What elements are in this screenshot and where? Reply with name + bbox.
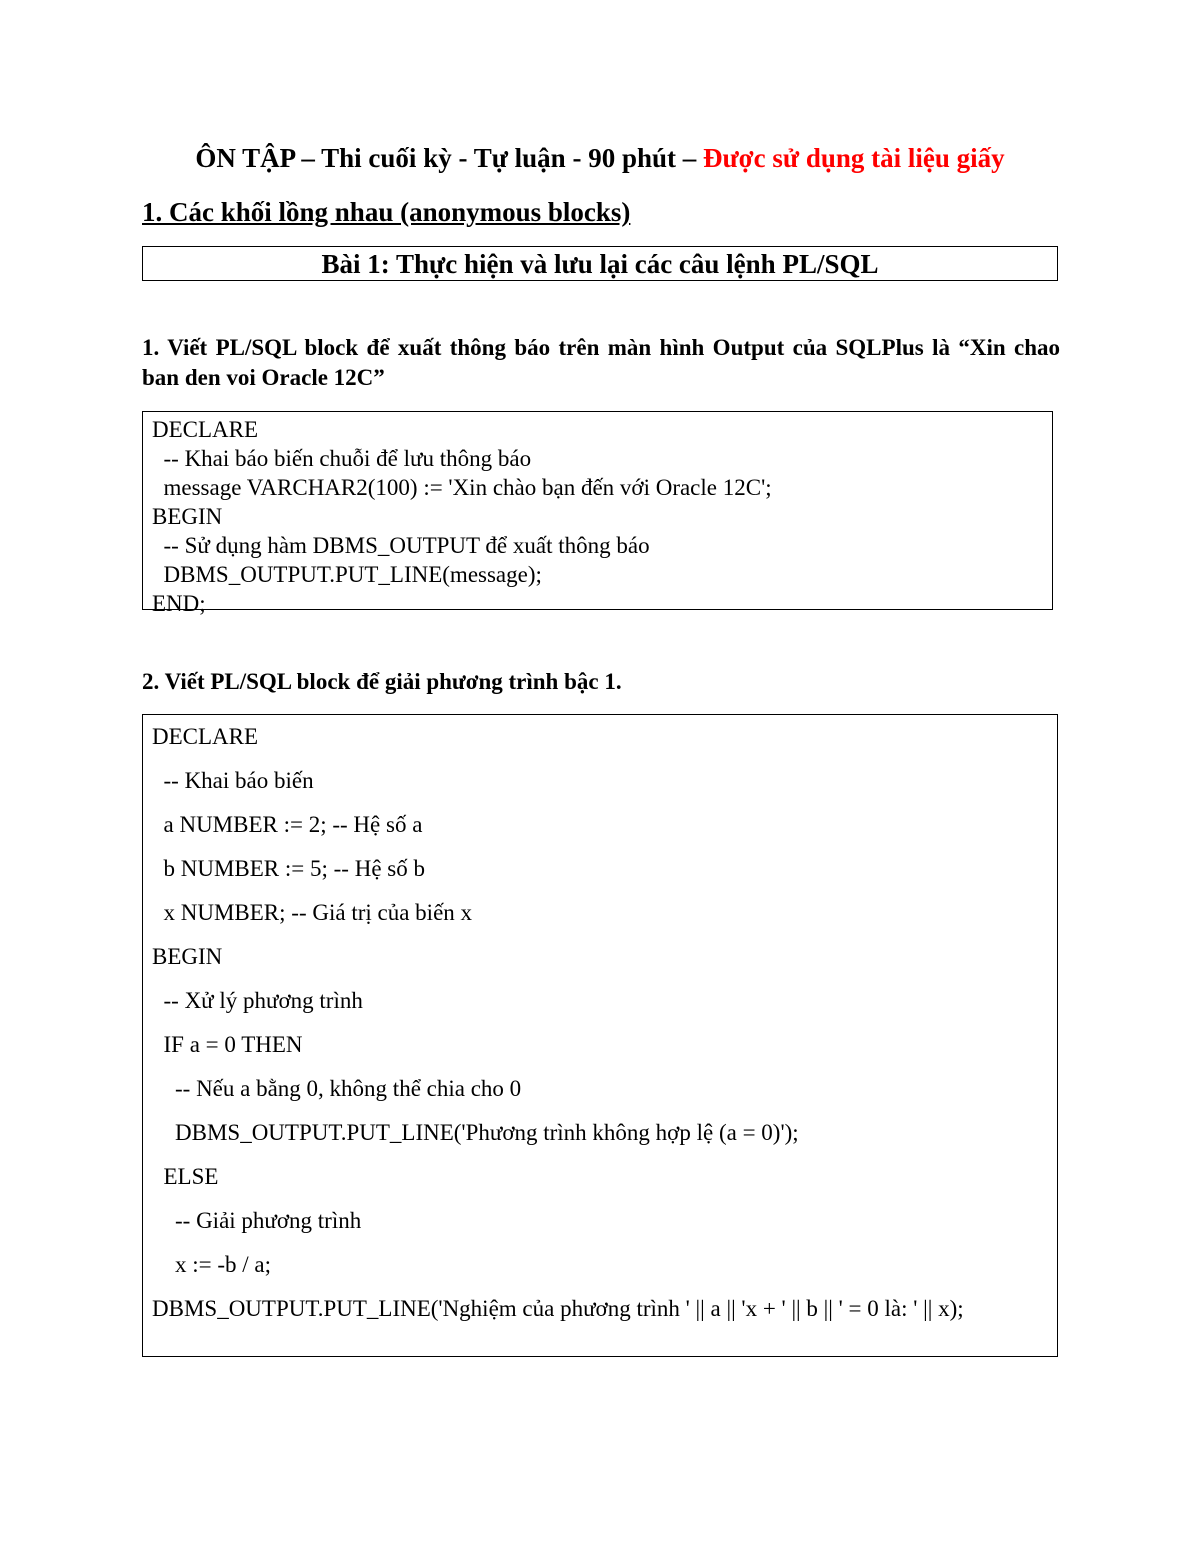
question-2: 2. Viết PL/SQL block để giải phương trình bậc 1. — [142, 669, 622, 694]
code-line: IF a = 0 THEN — [152, 1032, 303, 1057]
code-line: BEGIN — [152, 944, 223, 969]
code-line: -- Khai báo biến — [152, 768, 314, 793]
code-line: DBMS_OUTPUT.PUT_LINE(message); — [152, 562, 542, 587]
code-line: DBMS_OUTPUT.PUT_LINE('Nghiệm của phương trình ' || a || 'x + ' || b || ' = 0 là: ' || x); — [152, 1296, 964, 1321]
code-line: DECLARE — [152, 417, 259, 442]
code-line: x NUMBER; -- Giá trị của biến x — [152, 900, 473, 925]
code-line: -- Khai báo biến chuỗi để lưu thông báo — [152, 446, 532, 471]
question-1: 1. Viết PL/SQL block để xuất thông báo trên màn hình Output của SQLPlus là “Xin chao ban den voi Oracle 12C” — [142, 335, 1060, 390]
title-highlight: Được sử dụng tài liệu giấy — [702, 143, 1005, 173]
code-line: a NUMBER := 2; -- Hệ số a — [152, 812, 423, 837]
code-line: -- Nếu a bằng 0, không thể chia cho 0 — [152, 1076, 522, 1101]
code-line: message VARCHAR2(100) := 'Xin chào bạn đến với Oracle 12C'; — [152, 475, 772, 500]
code-line: END; — [152, 591, 206, 616]
code-line: -- Xử lý phương trình — [152, 988, 363, 1013]
title-main: ÔN TẬP – Thi cuối kỳ - Tự luận - 90 phút – — [195, 143, 703, 173]
code-line: DBMS_OUTPUT.PUT_LINE('Phương trình không hợp lệ (a = 0)'); — [152, 1120, 799, 1145]
exercise-title-box: Bài 1: Thực hiện và lưu lại các câu lệnh PL/SQL — [142, 246, 1058, 281]
code-line: -- Giải phương trình — [152, 1208, 362, 1233]
code-block-2 — [142, 714, 1058, 1357]
code-line: b NUMBER := 5; -- Hệ số b — [152, 856, 425, 881]
code-line: -- Sử dụng hàm DBMS_OUTPUT để xuất thông báo — [152, 533, 650, 558]
code-line: ELSE — [152, 1164, 219, 1189]
code-line: DECLARE — [152, 724, 259, 749]
code-line: BEGIN — [152, 504, 223, 529]
section-heading: 1. Các khối lồng nhau (anonymous blocks) — [142, 197, 631, 227]
page-title — [0, 140, 1200, 176]
code-block-1 — [142, 411, 1053, 616]
code-line: x := -b / a; — [152, 1252, 272, 1277]
